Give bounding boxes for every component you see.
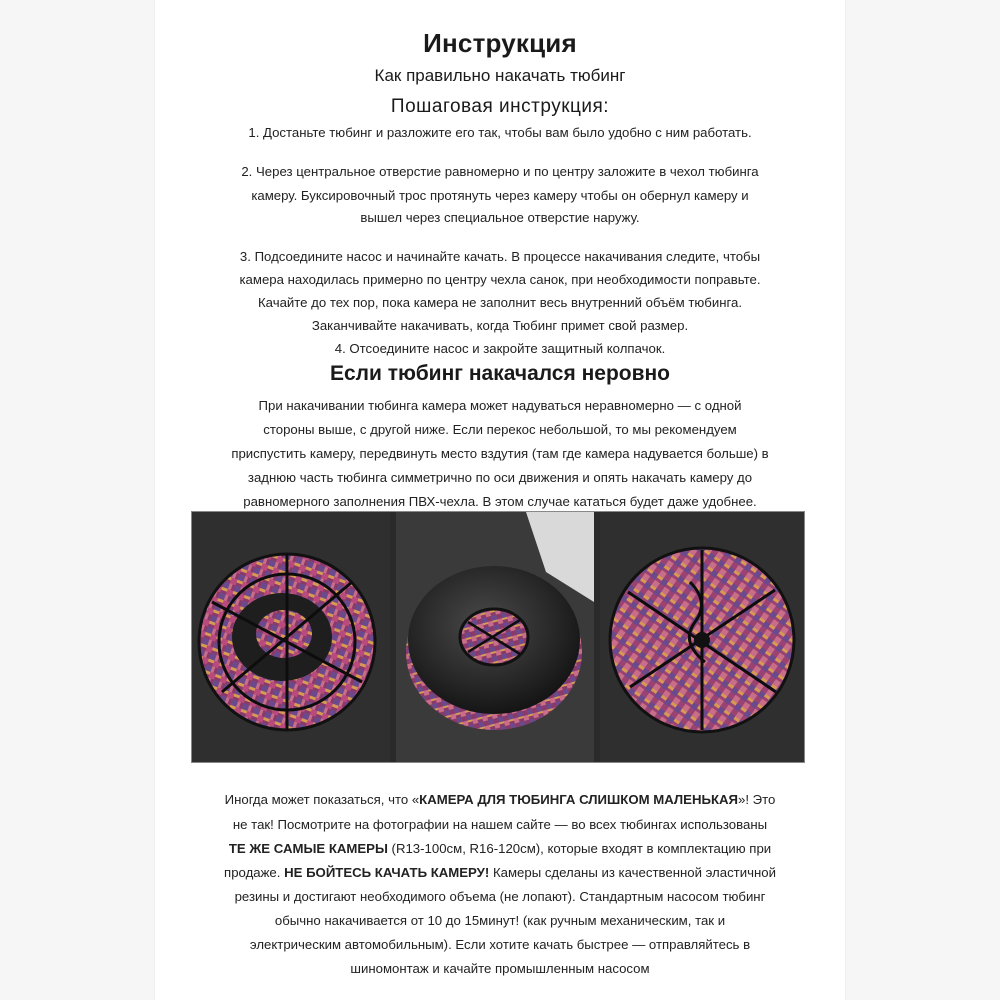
page-title: Инструкция xyxy=(423,28,577,58)
uneven-text-line: равномерного заполнения ПВХ-чехла. В этом случае кататься будет даже удобнее. xyxy=(243,494,757,509)
step-3-line: 3. Подсоедините насос и начинайте качать. В процессе накачивания следите, чтобы xyxy=(239,249,761,264)
note-text: »! Это xyxy=(738,792,776,807)
note-line: обычно накачивается от 10 до 15минут! (как ручным механическим, так и xyxy=(274,913,726,928)
uneven-text-line: приспустить камеру, передвинуть место вздутия (там где камера надувается больше) в xyxy=(231,446,769,461)
note-line xyxy=(155,841,845,856)
note-line xyxy=(155,792,845,807)
step-4-line: 4. Отсоедините насос и закройте защитный колпачок. xyxy=(334,341,666,356)
note-text: продаже. xyxy=(224,865,285,880)
photo-tube-inserted xyxy=(192,512,390,762)
step-2-line: камеру. Буксировочный трос протянуть через камеру чтобы он обернул камеру и xyxy=(251,188,749,203)
note-line: электрическим автомобильным). Если хотите качать быстрее — отправляйтесь в xyxy=(249,937,751,952)
steps-heading: Пошаговая инструкция: xyxy=(390,96,610,117)
step-3-line: Заканчивайте накачивать, когда Тюбинг примет свой размер. xyxy=(311,318,689,333)
photo-tube-inflated xyxy=(600,512,804,762)
step-3-line: камера находилась примерно по центру чехла санок, при необходимости поправьте. xyxy=(239,272,761,287)
note-line xyxy=(155,865,845,880)
step-1-line: 1. Достаньте тюбинг и разложите его так, чтобы вам было удобно с ним работать. xyxy=(248,125,752,140)
uneven-text-line: заднюю часть тюбинга симметрично по оси движения и опять накачать камеру до xyxy=(247,470,753,485)
instruction-page xyxy=(155,0,845,1000)
note-line: не так! Посмотрите на фотографии на нашем сайте — во всех тюбингах использованы xyxy=(232,817,768,832)
page-subtitle: Как правильно накачать тюбинг xyxy=(374,66,626,85)
note-text: Иногда может показаться, что « xyxy=(224,792,420,807)
step-2-line: вышел через специальное отверстие наружу. xyxy=(360,210,640,225)
photo-strip xyxy=(191,511,805,763)
note-text: Камеры сделаны из качественной эластичной xyxy=(489,865,776,880)
note-emphasis: ТЕ ЖЕ САМЫЕ КАМЕРЫ xyxy=(228,841,388,856)
photo-inner-tube xyxy=(396,512,594,762)
step-2-line: 2. Через центральное отверстие равномерно и по центру заложите в чехол тюбинга xyxy=(241,164,759,179)
uneven-text-line: При накачивании тюбинга камера может надуваться неравномерно — с одной xyxy=(258,398,742,413)
note-line: резины и достигают необходимого объема (не лопают). Стандартным насосом тюбинг xyxy=(234,889,766,904)
note-text: (R13-100см, R16-120см), которые входят в комплектацию при xyxy=(387,841,772,856)
step-3-line: Качайте до тех пор, пока камера не заполнит весь внутренний объём тюбинга. xyxy=(257,295,743,310)
uneven-text-line: стороны выше, с другой ниже. Если перекос небольшой, то мы рекомендуем xyxy=(263,422,737,437)
uneven-heading: Если тюбинг накачался неровно xyxy=(329,362,671,385)
note-emphasis: НЕ БОЙТЕСЬ КАЧАТЬ КАМЕРУ! xyxy=(284,865,490,880)
note-emphasis: КАМЕРА ДЛЯ ТЮБИНГА СЛИШКОМ МАЛЕНЬКАЯ xyxy=(419,792,739,807)
note-line: шиномонтаж и качайте промышленным насосом xyxy=(350,961,650,976)
